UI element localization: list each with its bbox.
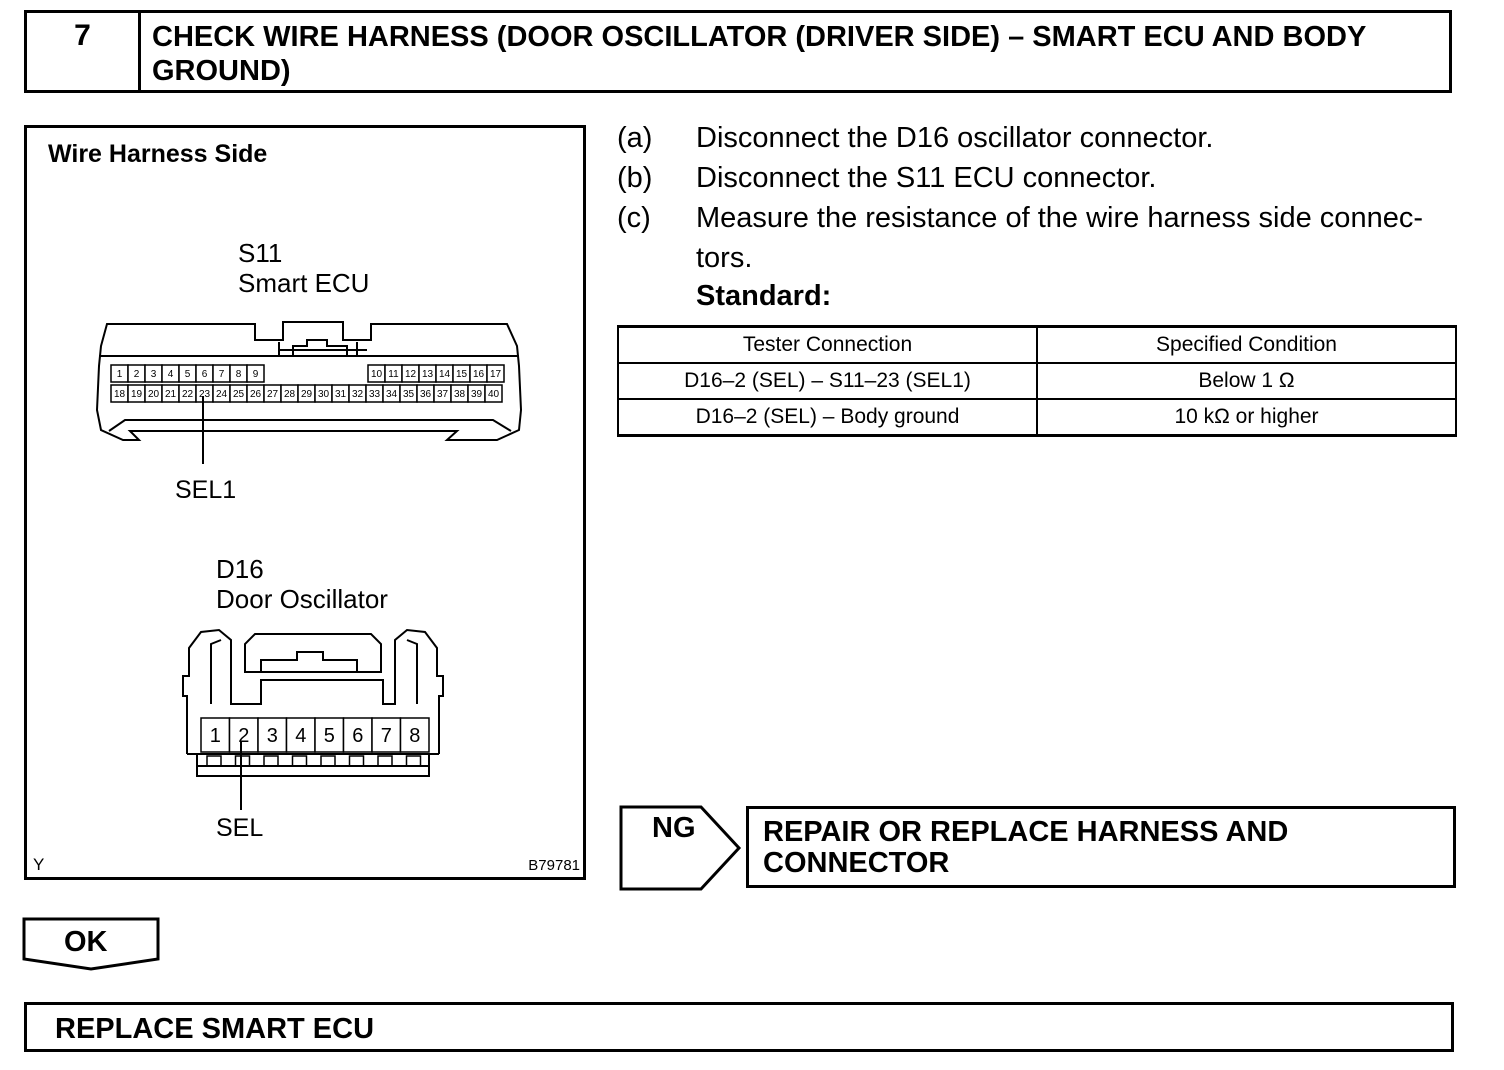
d16-code: D16 — [216, 554, 264, 584]
s11-top-pins — [111, 365, 504, 382]
pin-number: 3 — [150, 369, 157, 381]
pin-number: 8 — [409, 725, 421, 748]
s11-pin — [332, 385, 349, 402]
column-header: Tester Connection — [618, 327, 1037, 364]
d16-pin — [372, 718, 401, 752]
lock-rib — [378, 756, 392, 766]
sel-label: SEL — [216, 814, 264, 842]
pin-number: 37 — [436, 389, 449, 401]
d16-pin — [401, 718, 430, 752]
instruction-text: Disconnect the D16 oscillator connector. — [696, 122, 1214, 154]
instruction-letter: (a) — [617, 122, 653, 154]
s11-pin — [230, 365, 247, 382]
s11-pin — [247, 385, 264, 402]
d16-pins — [201, 718, 429, 752]
pin-number: 40 — [487, 389, 500, 401]
s11-pin — [298, 385, 315, 402]
pin-number: 35 — [402, 389, 415, 401]
pin-number: 1 — [116, 369, 123, 381]
lock-rib — [207, 756, 221, 766]
s11-pin — [196, 365, 213, 382]
lock-rib — [407, 756, 421, 766]
s11-pin — [247, 365, 264, 382]
pin-number: 6 — [352, 725, 364, 748]
s11-pin — [434, 385, 451, 402]
pin-number: 20 — [147, 389, 160, 401]
s11-pin — [196, 385, 213, 402]
step-title: CHECK WIRE HARNESS (DOOR OSCILLATOR (DRIVER SIDE) – SMART ECU AND BODY GROUND) — [152, 21, 1366, 87]
s11-pin — [470, 365, 487, 382]
pin-number: 31 — [334, 389, 347, 401]
lock-rib — [264, 756, 278, 766]
table-header-row — [618, 327, 1456, 364]
s11-pin — [162, 365, 179, 382]
pin-number: 7 — [380, 725, 392, 748]
s11-pin — [400, 385, 417, 402]
pin-number: 27 — [266, 389, 279, 401]
pin-number: 26 — [249, 389, 262, 401]
s11-name: Smart ECU — [238, 268, 370, 298]
pin-number: 24 — [215, 389, 228, 401]
s11-pin — [213, 385, 230, 402]
s11-pin — [179, 385, 196, 402]
pin-number: 3 — [266, 725, 278, 748]
s11-pin — [145, 365, 162, 382]
s11-pin — [402, 365, 419, 382]
table-cell: D16–2 (SEL) – S11–23 (SEL1) — [618, 363, 1037, 399]
s11-pin — [162, 385, 179, 402]
pin-number: 5 — [323, 725, 335, 748]
pin-number: 19 — [130, 389, 143, 401]
pin-number: 17 — [489, 369, 502, 381]
instruction-text: Disconnect the S11 ECU connector. — [696, 162, 1157, 194]
column-header: Specified Condition — [1037, 327, 1456, 364]
pin-number: 18 — [113, 389, 126, 401]
s11-pin — [111, 385, 128, 402]
s11-pin — [111, 365, 128, 382]
connector-drawing — [27, 128, 589, 883]
pin-number: 29 — [300, 389, 313, 401]
pin-number: 13 — [421, 369, 434, 381]
spec-table — [617, 325, 1457, 437]
d16-pin — [287, 718, 316, 752]
d16-pin — [258, 718, 287, 752]
s11-pin — [349, 385, 366, 402]
s11-pin — [485, 385, 502, 402]
diagram-heading: Wire Harness Side — [48, 140, 268, 168]
pin-number: 38 — [453, 389, 466, 401]
pin-number: 15 — [455, 369, 468, 381]
d16-lock-ribs — [207, 756, 421, 766]
s11-bottom-pins — [111, 385, 502, 402]
ok-label: OK — [64, 926, 108, 958]
s11-pin — [128, 385, 145, 402]
pin-number: 12 — [404, 369, 417, 381]
pin-number: 21 — [164, 389, 177, 401]
pin-number: 4 — [295, 725, 307, 748]
s11-pin — [230, 385, 247, 402]
pin-number: 2 — [238, 725, 250, 748]
ng-action-box — [746, 806, 1456, 888]
figure-id: B79781 — [528, 857, 580, 874]
pin-number: 16 — [472, 369, 485, 381]
s11-pin — [281, 385, 298, 402]
standard-label: Standard: — [696, 280, 832, 312]
ng-label: NG — [652, 812, 696, 844]
pin-number: 28 — [283, 389, 296, 401]
table-cell: 10 kΩ or higher — [1037, 399, 1456, 436]
pin-number: 36 — [419, 389, 432, 401]
instruction-text: Measure the resistance of the wire harness side connec- tors. — [696, 202, 1423, 274]
pin-number: 33 — [368, 389, 381, 401]
s11-pin — [468, 385, 485, 402]
s11-code: S11 — [238, 238, 283, 268]
pin-number: 2 — [133, 369, 140, 381]
pin-number: 34 — [385, 389, 398, 401]
d16-pin — [201, 718, 230, 752]
table-cell: D16–2 (SEL) – Body ground — [618, 399, 1037, 436]
corner-letter: Y — [33, 855, 45, 874]
ok-action-text: REPLACE SMART ECU — [55, 1013, 375, 1045]
pin-number: 23 — [198, 389, 211, 401]
pin-number: 6 — [201, 369, 208, 381]
s11-pin — [368, 365, 385, 382]
s11-pin — [366, 385, 383, 402]
s11-pin — [315, 385, 332, 402]
ok-action-box — [24, 1002, 1454, 1052]
s11-pin — [436, 365, 453, 382]
d16-pin — [315, 718, 344, 752]
pin-number: 5 — [184, 369, 191, 381]
s11-pin — [419, 365, 436, 382]
s11-pin — [383, 385, 400, 402]
pin-number: 4 — [167, 369, 174, 381]
d16-pin — [230, 718, 259, 752]
pin-number: 14 — [438, 369, 451, 381]
s11-pin — [264, 385, 281, 402]
pin-number: 1 — [209, 725, 221, 748]
s11-pin — [179, 365, 196, 382]
table-row — [618, 399, 1456, 436]
d16-pin — [344, 718, 373, 752]
step-number: 7 — [27, 13, 141, 90]
pin-number: 7 — [218, 369, 225, 381]
lock-rib — [321, 756, 335, 766]
d16-name: Door Oscillator — [216, 584, 388, 614]
s11-pin — [213, 365, 230, 382]
s11-pin — [128, 365, 145, 382]
pin-number: 10 — [370, 369, 383, 381]
pin-number: 39 — [470, 389, 483, 401]
instruction-letter: (b) — [617, 162, 653, 194]
s11-pin — [487, 365, 504, 382]
sel1-label: SEL1 — [175, 476, 237, 504]
s11-pin — [451, 385, 468, 402]
pin-number: 8 — [235, 369, 242, 381]
s11-pin — [453, 365, 470, 382]
table-row — [618, 363, 1456, 399]
pin-number: 9 — [252, 369, 259, 381]
ng-action-text: REPAIR OR REPLACE HARNESS AND CONNECTOR — [763, 816, 1289, 879]
pin-number: 25 — [232, 389, 245, 401]
instruction-letter: (c) — [617, 202, 651, 234]
s11-pin — [417, 385, 434, 402]
pin-number: 22 — [181, 389, 194, 401]
lock-rib — [236, 756, 250, 766]
s11-pin — [385, 365, 402, 382]
pin-number: 11 — [388, 369, 399, 381]
s11-pin — [145, 385, 162, 402]
step-header — [24, 10, 1452, 93]
lock-rib — [293, 756, 307, 766]
pin-number: 32 — [351, 389, 364, 401]
pin-number: 30 — [317, 389, 330, 401]
table-cell: Below 1 Ω — [1037, 363, 1456, 399]
connector-diagram — [24, 125, 586, 880]
d16-connector — [183, 630, 443, 776]
lock-rib — [350, 756, 364, 766]
